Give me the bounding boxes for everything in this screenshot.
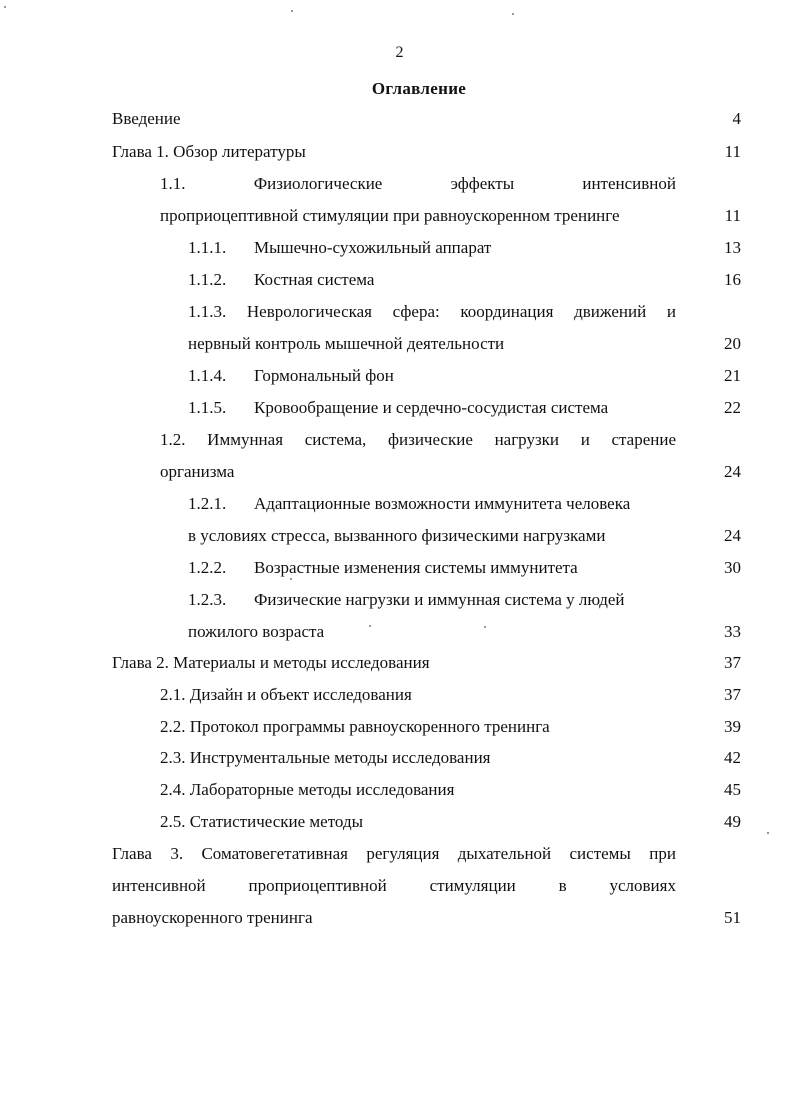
- toc-page-1-2-2: 30: [724, 558, 741, 577]
- toc-word: 1.2.: [160, 430, 186, 449]
- toc-word: Соматовегетативная: [201, 844, 348, 863]
- toc-entry-number: 1.1.2.: [188, 270, 227, 289]
- toc-entry-1-2-2: [188, 557, 578, 579]
- toc-word: интенсивной: [582, 174, 676, 193]
- toc-entry-1-2-1-line1: [188, 493, 630, 515]
- toc-word: регуляция: [366, 844, 440, 863]
- toc-entry-1-1-line2: проприоцептивной стимуляции при равноускоренном тренинге: [160, 206, 620, 225]
- toc-word: стимуляции: [429, 876, 516, 895]
- toc-page-2-1: 37: [724, 685, 741, 704]
- toc-entry-2-5: 2.5. Статистические методы: [160, 812, 364, 831]
- toc-word: 3.: [170, 844, 184, 863]
- toc-page-2-2: 39: [724, 717, 741, 736]
- toc-entry-chapter-3-line1: [112, 843, 676, 865]
- scan-speck: [767, 832, 769, 834]
- toc-page-2-5: 49: [724, 812, 741, 831]
- toc-entry-1-2-3-line1: [188, 589, 625, 611]
- toc-entry-label: Мышечно-сухожильный аппарат: [254, 238, 492, 257]
- toc-entry-chapter-3-line3: равноускоренного тренинга: [112, 908, 313, 927]
- toc-entry-chapter-2: Глава 2. Материалы и методы исследования: [112, 653, 430, 672]
- toc-word: условиях: [609, 876, 676, 895]
- toc-page-1-2-1: 24: [724, 526, 741, 545]
- toc-word: Глава: [112, 844, 152, 863]
- toc-page-1-1: 11: [724, 206, 741, 225]
- toc-entry-2-1: 2.1. Дизайн и объект исследования: [160, 685, 412, 704]
- toc-word: при: [649, 844, 676, 863]
- toc-entry-1-1-4: [188, 365, 394, 387]
- toc-page-chapter-3: 51: [724, 908, 741, 927]
- toc-entry-number: 1.2.2.: [188, 558, 227, 577]
- toc-page-intro: 4: [732, 109, 741, 128]
- toc-word: движений: [574, 302, 647, 321]
- toc-page-1-1-2: 16: [724, 270, 741, 289]
- toc-page-chapter-1: 11: [724, 142, 741, 161]
- page-number: 2: [395, 44, 404, 61]
- toc-entry-label: Физические нагрузки и иммунная система у людей: [254, 590, 625, 609]
- toc-page-1-1-1: 13: [724, 238, 741, 257]
- toc-entry-label: Гормональный фон: [254, 366, 394, 385]
- toc-word: интенсивной: [112, 876, 206, 895]
- toc-entry-number: 1.1.5.: [188, 398, 227, 417]
- toc-word: Физиологические: [253, 174, 383, 193]
- toc-entry-chapter-3-line2: [112, 875, 676, 897]
- toc-entry-1-1-line1: [160, 173, 676, 195]
- toc-entry-label: Возрастные изменения системы иммунитета: [254, 558, 578, 577]
- toc-entry-number: 1.1.1.: [188, 238, 227, 257]
- toc-entry-label: Кровообращение и сердечно-сосудистая система: [254, 398, 609, 417]
- toc-word: и: [580, 430, 590, 449]
- toc-word: и: [666, 302, 676, 321]
- toc-entry-2-3: 2.3. Инструментальные методы исследования: [160, 748, 491, 767]
- toc-entry-number: 1.1.4.: [188, 366, 227, 385]
- toc-page-2-4: 45: [724, 780, 741, 799]
- toc-word: проприоцептивной: [248, 876, 387, 895]
- toc-entry-2-4: 2.4. Лабораторные методы исследования: [160, 780, 455, 799]
- toc-word: Неврологическая: [246, 302, 372, 321]
- toc-entry-number: 1.1.3.: [188, 302, 227, 321]
- toc-word: эффекты: [450, 174, 515, 193]
- scan-speck: [291, 10, 293, 12]
- toc-entry-1-1-3-line2: нервный контроль мышечной деятельности: [188, 334, 505, 353]
- toc-word: в: [558, 876, 567, 895]
- toc-entry-2-2: 2.2. Протокол программы равноускоренного тренинга: [160, 717, 550, 736]
- scan-speck: [290, 578, 292, 580]
- toc-word: дыхательной: [457, 844, 552, 863]
- toc-entry-intro: Введение: [112, 109, 181, 128]
- scan-speck: [484, 626, 486, 628]
- scan-speck: [4, 6, 6, 8]
- toc-word: старение: [611, 430, 676, 449]
- toc-page-1-1-4: 21: [724, 366, 741, 385]
- toc-entry-1-2-line1: [160, 429, 676, 451]
- toc-word: физические: [387, 430, 473, 449]
- toc-entry-number: 1.2.1.: [188, 494, 227, 513]
- toc-entry-label: Костная система: [254, 270, 375, 289]
- toc-entry-1-1-5: [188, 397, 608, 419]
- toc-page-1-1-5: 22: [724, 398, 741, 417]
- toc-word: система,: [304, 430, 367, 449]
- toc-entry-1-1-2: [188, 269, 374, 291]
- toc-page-1-1-3: 20: [724, 334, 741, 353]
- scan-speck: [512, 13, 514, 15]
- toc-entry-1-2-line2: организма: [160, 462, 235, 481]
- toc-word: сфера:: [392, 302, 440, 321]
- toc-page-chapter-2: 37: [724, 653, 741, 672]
- toc-word: 1.1.: [160, 174, 186, 193]
- toc-page-1-2: 24: [724, 462, 741, 481]
- toc-page-2-3: 42: [724, 748, 741, 767]
- toc-entry-1-2-1-line2: в условиях стресса, вызванного физическими нагрузками: [188, 526, 606, 545]
- toc-entry-1-2-3-line2: пожилого возраста: [188, 622, 325, 641]
- toc-entry-1-1-1: [188, 237, 491, 259]
- scan-speck: [369, 625, 371, 627]
- page-title: Оглавление: [371, 79, 467, 98]
- toc-word: нагрузки: [494, 430, 560, 449]
- toc-word: Иммунная: [207, 430, 284, 449]
- toc-entry-chapter-1: Глава 1. Обзор литературы: [112, 142, 306, 161]
- toc-page-1-2-3: 33: [724, 622, 741, 641]
- toc-entry-number: 1.2.3.: [188, 590, 227, 609]
- toc-word: системы: [569, 844, 631, 863]
- toc-entry-label: Адаптационные возможности иммунитета человека: [254, 494, 631, 513]
- toc-word: координация: [460, 302, 554, 321]
- toc-entry-1-1-3-line1: [188, 301, 676, 323]
